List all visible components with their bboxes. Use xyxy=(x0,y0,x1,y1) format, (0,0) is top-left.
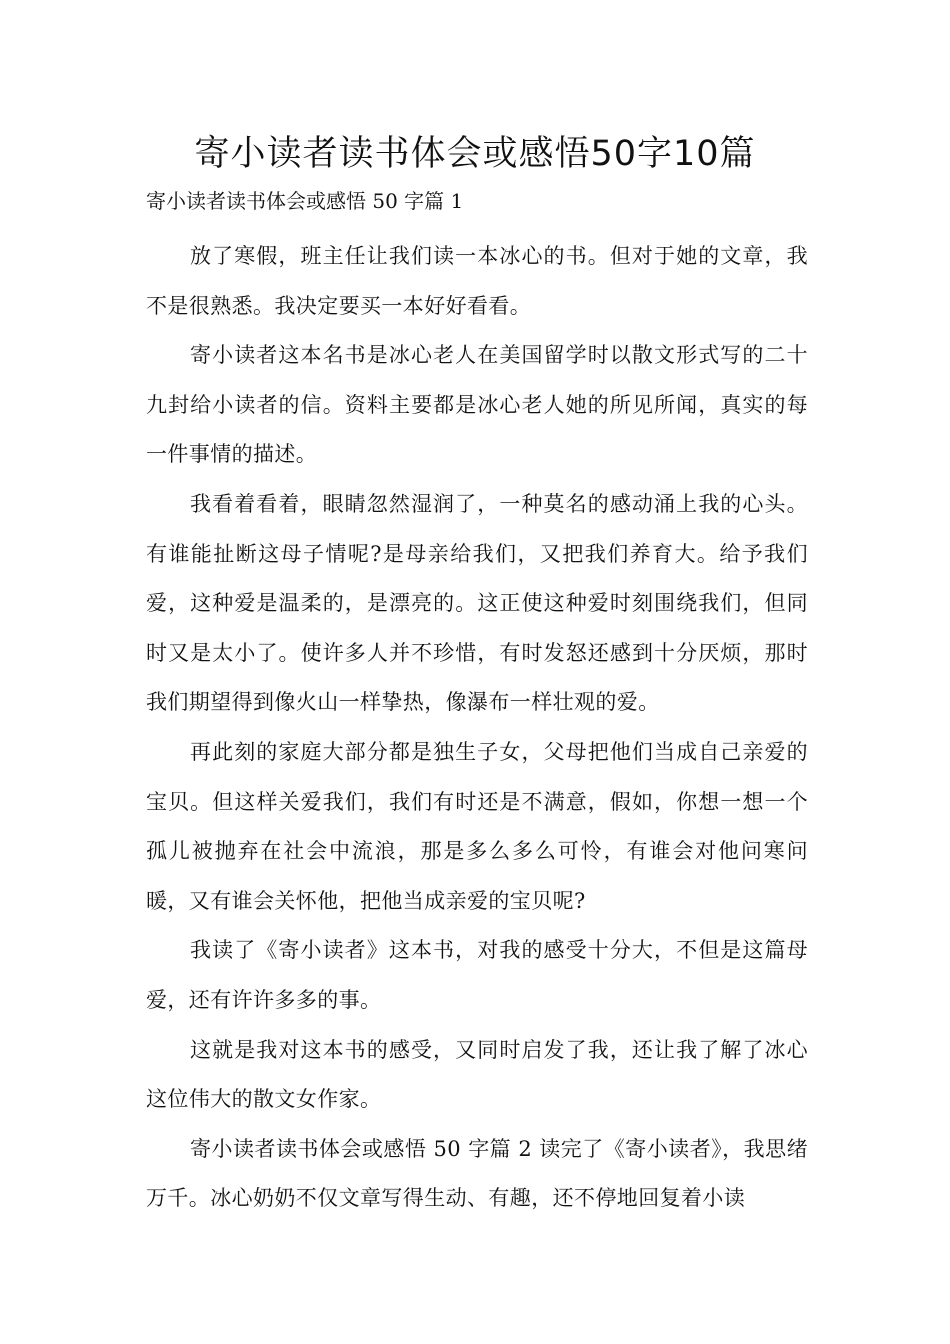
document-body xyxy=(146,232,808,1224)
paragraph: 我看着看着，眼睛忽然湿润了，一种莫名的感动涌上我的心头。有谁能扯断这母子情呢?是母亲给我们，又把我们养育大。给予我们爱，这种爱是温柔的，是漂亮的。这正使这种爱时刻围绕我们，但同时又是太小了。使许多人并不珍惜，有时发怒还感到十分厌烦，那时我们期望得到像火山一样挚热，像瀑布一样壮观的爱。 xyxy=(146,491,808,715)
section-heading: 寄小读者读书体会或感悟 50 字篇 1 xyxy=(146,189,464,213)
paragraph: 寄小读者读书体会或感悟 50 字篇 2 读完了《寄小读者》，我思绪万千。冰心奶奶不仅文章写得生动、有趣，还不停地回复着小读 xyxy=(146,1136,808,1211)
paragraph: 我读了《寄小读者》这本书，对我的感受十分大，不但是这篇母爱，还有许许多多的事。 xyxy=(146,938,808,1012)
document-title: 寄小读者读书体会或感悟50字10篇 xyxy=(194,134,756,174)
paragraph: 再此刻的家庭大部分都是独生子女，父母把他们当成自己亲爱的宝贝。但这样关爱我们，我们有时还是不满意，假如，你想一想一个孤儿被抛弃在社会中流浪，那是多么多么可怜，有谁会对他问寒问暖，又有谁会关怀他，把他当成亲爱的宝贝呢? xyxy=(146,739,808,913)
paragraph: 这就是我对这本书的感受，又同时启发了我，还让我了解了冰心这位伟大的散文女作家。 xyxy=(146,1037,808,1112)
paragraph: 放了寒假，班主任让我们读一本冰心的书。但对于她的文章，我不是很熟悉。我决定要买一本好好看看。 xyxy=(146,244,808,318)
paragraph: 寄小读者这本名书是冰心老人在美国留学时以散文形式写的二十九封给小读者的信。资料主要都是冰心老人她的所见所闻，真实的每一件事情的描述。 xyxy=(146,343,808,467)
